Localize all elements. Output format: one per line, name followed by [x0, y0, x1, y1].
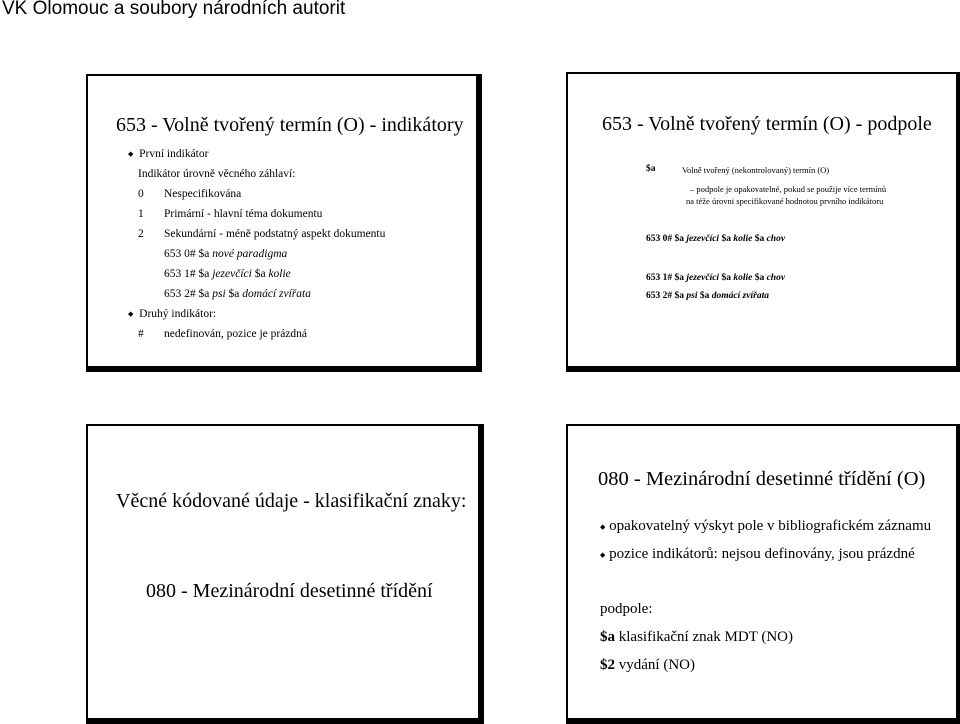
slide-653-subfields: [566, 72, 960, 372]
example-line: 653 2# $a psi $a domácí zvířata: [164, 288, 311, 300]
slide-title: 653 - Volně tvořený termín (O) - indikátory: [116, 114, 464, 136]
diamond-bullet-icon: ◆: [128, 150, 134, 159]
diamond-bullet-icon: ◆: [128, 310, 134, 319]
subfield-code: $a: [646, 164, 656, 174]
example-line: 653 2# $a psi $a domácí zvířata: [646, 291, 769, 301]
slide-title: 080 - Mezinárodní desetinné třídění (O): [598, 468, 926, 490]
list-item: ◆ První indikátor: [128, 148, 209, 160]
subfield-note: na téže úrovni specifikované hodnotou prvního indikátoru: [686, 196, 884, 206]
slide-080-udc: [566, 424, 960, 724]
example-line: 653 0# $a nové paradigma: [164, 248, 288, 260]
table-row: 0 Nespecifikována: [138, 188, 242, 200]
list-item: ◆ opakovatelný výskyt pole v bibliografickém záznamu: [600, 518, 932, 534]
subfield-description: Volně tvořený (nekontrolovaný) termín (O): [682, 165, 830, 175]
slide-subheading: 080 - Mezinárodní desetinné třídění: [146, 580, 433, 602]
list-item: ◆ pozice indikátorů: nejsou definovány, jsou prázdné: [600, 546, 915, 562]
example-line: 653 1# $a jezevčíci $a kolie: [164, 268, 291, 280]
list-item: Indikátor úrovně věcného záhlaví:: [138, 168, 296, 180]
subfield-note: – podpole je opakovatelné, pokud se použije více termínů: [690, 184, 887, 194]
table-row: # nedefinován, pozice je prázdná: [138, 328, 308, 340]
slide-classification-codes: [86, 424, 484, 724]
slide-653-indicators: [86, 74, 482, 372]
table-row: 1 Primární - hlavní téma dokumentu: [138, 208, 323, 220]
diamond-bullet-icon: ◆: [600, 522, 606, 531]
example-line: 653 0# $a jezevčíci $a kolie $a chov: [646, 234, 786, 244]
subfield-heading: podpole:: [600, 601, 653, 617]
slide-title: 653 - Volně tvořený termín (O) - podpole: [602, 113, 932, 135]
diamond-bullet-icon: ◆: [600, 550, 606, 559]
window-title: VK Olomouc a soubory národních autorit: [2, 0, 346, 19]
example-line: 653 1# $a jezevčíci $a kolie $a chov: [646, 273, 786, 283]
subfield-row: $2 vydání (NO): [600, 657, 695, 673]
list-item: ◆ Druhý indikátor:: [128, 308, 217, 320]
table-row: 2 Sekundární - méně podstatný aspekt dokumentu: [138, 228, 386, 240]
subfield-row: $a klasifikační znak MDT (NO): [600, 629, 794, 645]
slide-heading: Věcné kódované údaje - klasifikační znaky:: [116, 490, 467, 512]
